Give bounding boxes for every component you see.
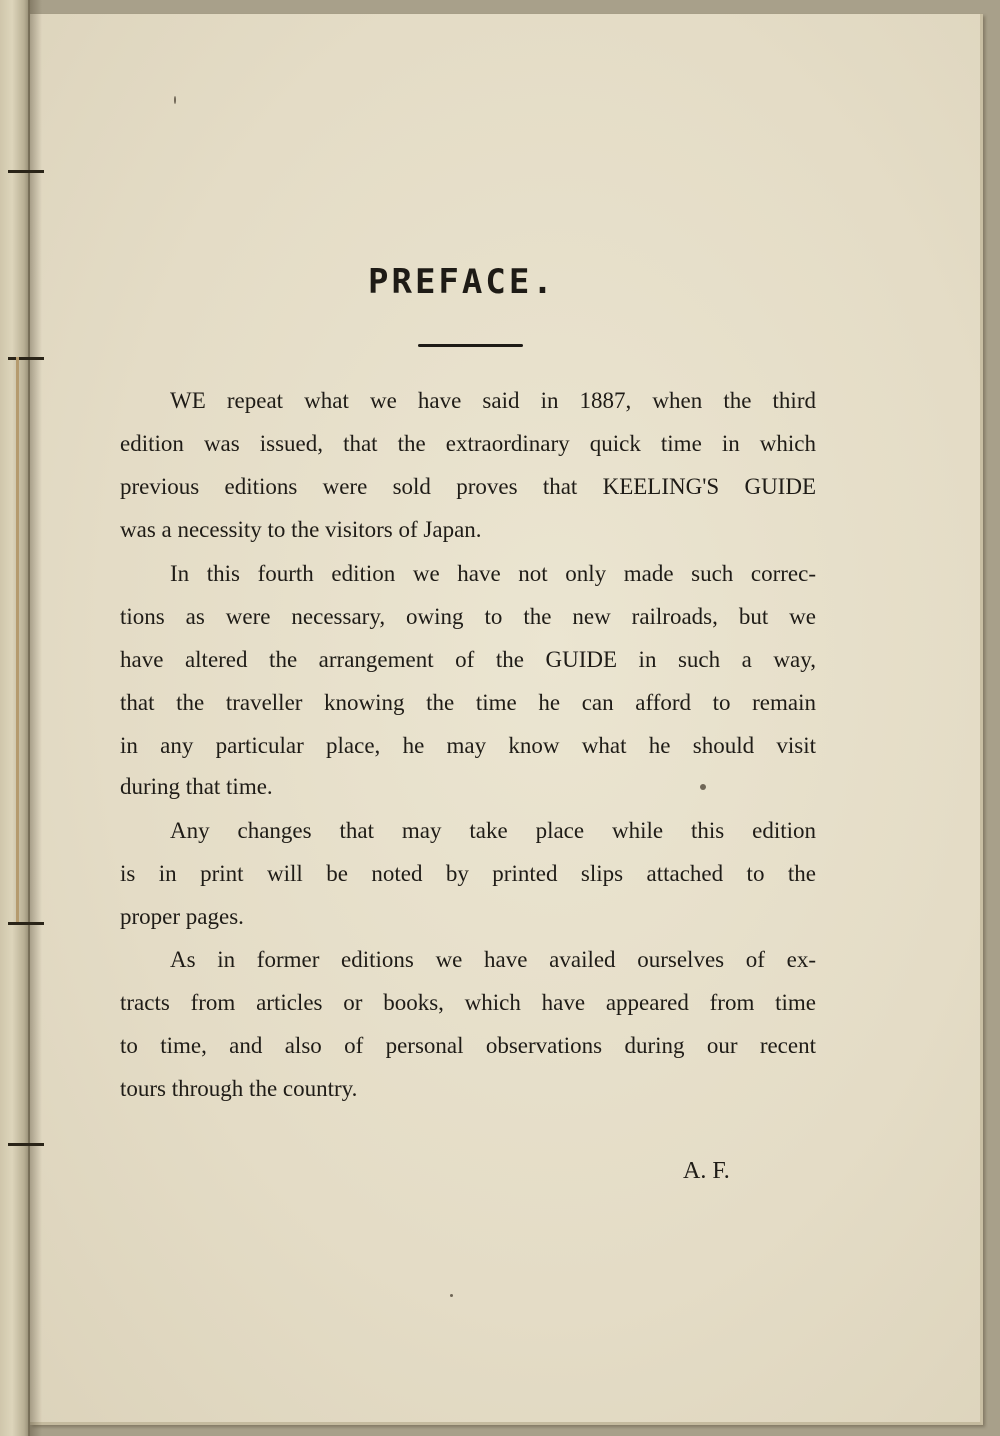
binding-thread <box>16 357 19 922</box>
text-line: in any particular place, he may know what he should visit <box>120 733 816 758</box>
text-line: that the traveller knowing the time he can afford to remain <box>120 690 816 715</box>
text-line: tracts from articles or books, which have appeared from time <box>120 990 816 1015</box>
binding-stitch <box>8 922 44 925</box>
binding-stitch <box>8 357 44 360</box>
binding-stitch <box>8 170 44 173</box>
book-page <box>30 14 983 1425</box>
gutter-shadow <box>28 0 42 1436</box>
text-line: have altered the arrangement of the GUIDE in such a way, <box>120 647 816 672</box>
text-line: tours through the country. <box>120 1076 358 1101</box>
paper-speck <box>450 1294 453 1297</box>
text-line: edition was issued, that the extraordinary quick time in which <box>120 431 816 456</box>
text-line: previous editions were sold proves that KEELING'S GUIDE <box>120 474 816 499</box>
text-line: Any changes that may take place while this edition <box>170 818 816 843</box>
page-title: PREFACE. <box>368 262 556 302</box>
signature-initials: A. F. <box>683 1158 730 1184</box>
text-line: was a necessity to the visitors of Japan. <box>120 517 482 542</box>
text-line: during that time. <box>120 774 273 799</box>
text-line: tions as were necessary, owing to the new railroads, but we <box>120 604 816 629</box>
text-line: is in print will be noted by printed slips attached to the <box>120 861 816 886</box>
text-line: proper pages. <box>120 904 244 929</box>
title-rule <box>418 344 523 347</box>
binding-stitch <box>8 1143 44 1146</box>
text-line: WE repeat what we have said in 1887, when the third <box>170 388 816 413</box>
text-line: to time, and also of personal observations during our recent <box>120 1033 816 1058</box>
text-line: In this fourth edition we have not only made such correc- <box>170 561 816 586</box>
text-line: As in former editions we have availed ourselves of ex- <box>170 947 816 972</box>
paper-speck <box>174 96 176 104</box>
left-page-edge <box>0 0 30 1436</box>
